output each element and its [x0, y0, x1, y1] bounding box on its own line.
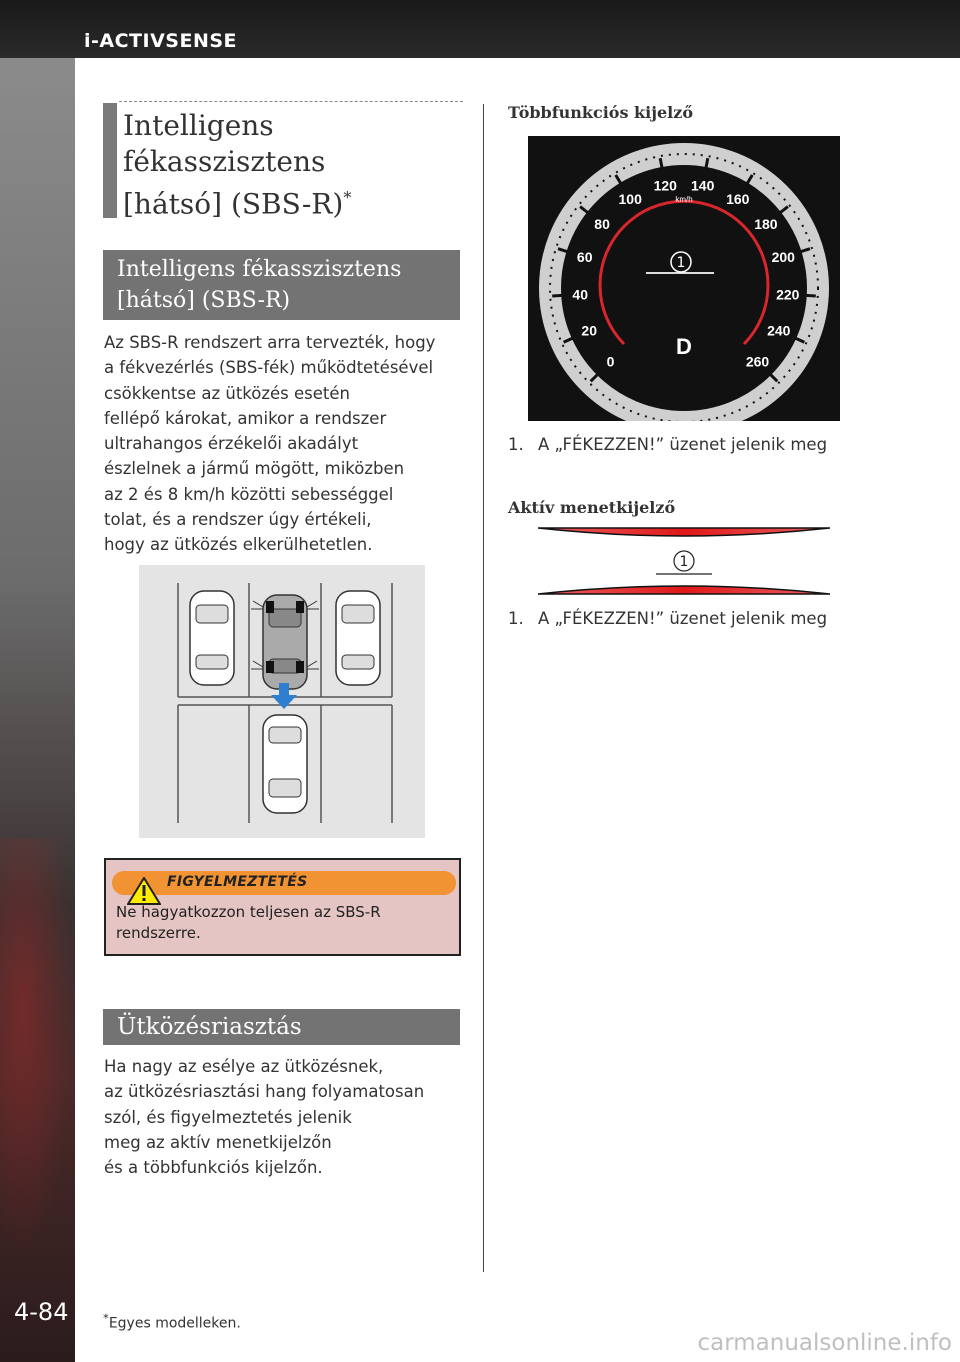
sidebar-photo: [0, 58, 75, 1362]
active-display-caption: [508, 609, 827, 628]
speed-label: 140: [691, 177, 715, 194]
title-accent-bar: [103, 103, 117, 218]
caption-number: 1.: [508, 609, 524, 628]
speed-label: 260: [745, 353, 770, 370]
footnote-mark: *: [103, 1311, 109, 1325]
section1-line: a fékvezérlés (SBS-fék) működtetésével: [104, 358, 434, 378]
section2-line: az ütközésriasztási hang folyamatosan: [104, 1082, 425, 1102]
section1-line: csökkentse az ütközés esetén: [104, 383, 350, 403]
section2-body: [104, 1054, 464, 1180]
speed-tick: [552, 295, 564, 296]
watermark: carmanualsonline.info: [697, 1330, 952, 1356]
sidebar-seat-glow: [0, 838, 75, 1258]
section-title: i-ACTIVSENSE: [84, 30, 238, 52]
main-title-asterisk: *: [343, 188, 352, 207]
car-reversing: [251, 595, 319, 689]
speed-label: 200: [771, 249, 795, 266]
page-number: 4-84: [14, 1298, 69, 1326]
gear-indicator: D: [676, 334, 692, 359]
warning-label: FIGYELMEZTETÉS: [167, 874, 308, 890]
header-bar: [0, 0, 960, 58]
main-title-line-3: [hátsó] (SBS-R): [123, 187, 344, 221]
section1-line: hogy az ütközés elkerülhetetlen.: [104, 535, 373, 555]
section1-body: [104, 330, 464, 558]
section1-line: az 2 és 8 km/h közötti sebességgel: [104, 484, 394, 504]
car-left: [190, 591, 234, 685]
active-display-marker: 1: [679, 554, 689, 570]
active-display-svg: [538, 524, 830, 598]
speed-label: 100: [618, 191, 642, 207]
speed-label: 80: [594, 215, 610, 232]
speed-label: 240: [767, 322, 791, 339]
section1-line: ultrahangos érzékelői akadályt: [104, 434, 359, 454]
speedometer-svg: [528, 136, 840, 421]
speedometer-illustration: [528, 136, 840, 421]
section2-line: Ha nagy az esélye az ütközésnek,: [104, 1057, 384, 1076]
gauge-marker: 1: [676, 255, 686, 271]
car-right: [336, 591, 380, 685]
footnote: [103, 1311, 241, 1332]
speed-label: 0: [606, 353, 615, 370]
speed-tick: [804, 295, 816, 296]
caption-text: A „FÉKEZZEN!” üzenet jelenik meg: [538, 435, 828, 454]
title-dotted-rule: [119, 101, 463, 102]
speed-unit: km/h: [675, 195, 693, 204]
warning-message: [116, 902, 381, 944]
parking-illustration: [139, 565, 425, 838]
caption-number: 1.: [508, 435, 524, 454]
section1-line: fellépő károkat, amikor a rendszer: [104, 408, 387, 428]
warning-line: Ne hagyatkozzon teljesen az SBS-R: [116, 903, 381, 921]
parking-svg: [139, 565, 425, 838]
warning-triangle-icon: [127, 877, 161, 905]
speed-label: 40: [572, 286, 588, 303]
multi-display-caption: [508, 435, 827, 454]
footnote-text: Egyes modelleken.: [108, 1315, 241, 1332]
caption-text: A „FÉKEZZEN!” üzenet jelenik meg: [538, 609, 828, 628]
warning-box: [104, 858, 461, 956]
speed-label: 20: [581, 322, 597, 339]
speed-label: 160: [726, 191, 750, 207]
multi-display-heading: Többfunkciós kijelző: [508, 103, 694, 122]
section1-heading-line-1: Intelligens fékasszisztens: [117, 257, 402, 282]
section1-line: tolat, és a rendszer úgy értékeli,: [104, 510, 372, 530]
section1-heading: [103, 250, 460, 320]
speed-label: 60: [576, 249, 593, 266]
main-title-block: [103, 103, 463, 221]
section2-heading: Ütközésriasztás: [103, 1009, 460, 1045]
active-display-illustration: [538, 524, 830, 598]
speed-label: 180: [754, 215, 778, 232]
speed-label: 220: [776, 286, 800, 303]
active-display-heading: Aktív menetkijelző: [508, 498, 676, 517]
car-behind: [263, 715, 307, 813]
section1-line: észlelnek a jármű mögött, miközben: [104, 459, 405, 479]
column-divider: [483, 104, 484, 1272]
warning-label-bar: [112, 871, 456, 895]
section2-line: szól, és figyelmeztetés jelenik: [104, 1107, 352, 1127]
section1-heading-line-2: [hátsó] (SBS-R): [117, 288, 291, 313]
speed-label: 120: [653, 177, 677, 194]
warning-line: rendszerre.: [116, 924, 201, 942]
section2-line: és a többfunkciós kijelzőn.: [104, 1158, 323, 1178]
main-title: [123, 108, 351, 222]
main-title-line-1: Intelligens: [123, 109, 274, 142]
section2-line: meg az aktív menetkijelzőn: [104, 1132, 332, 1152]
main-title-line-2: fékasszisztens: [123, 145, 326, 178]
section1-line: Az SBS-R rendszert arra tervezték, hogy: [104, 333, 436, 352]
